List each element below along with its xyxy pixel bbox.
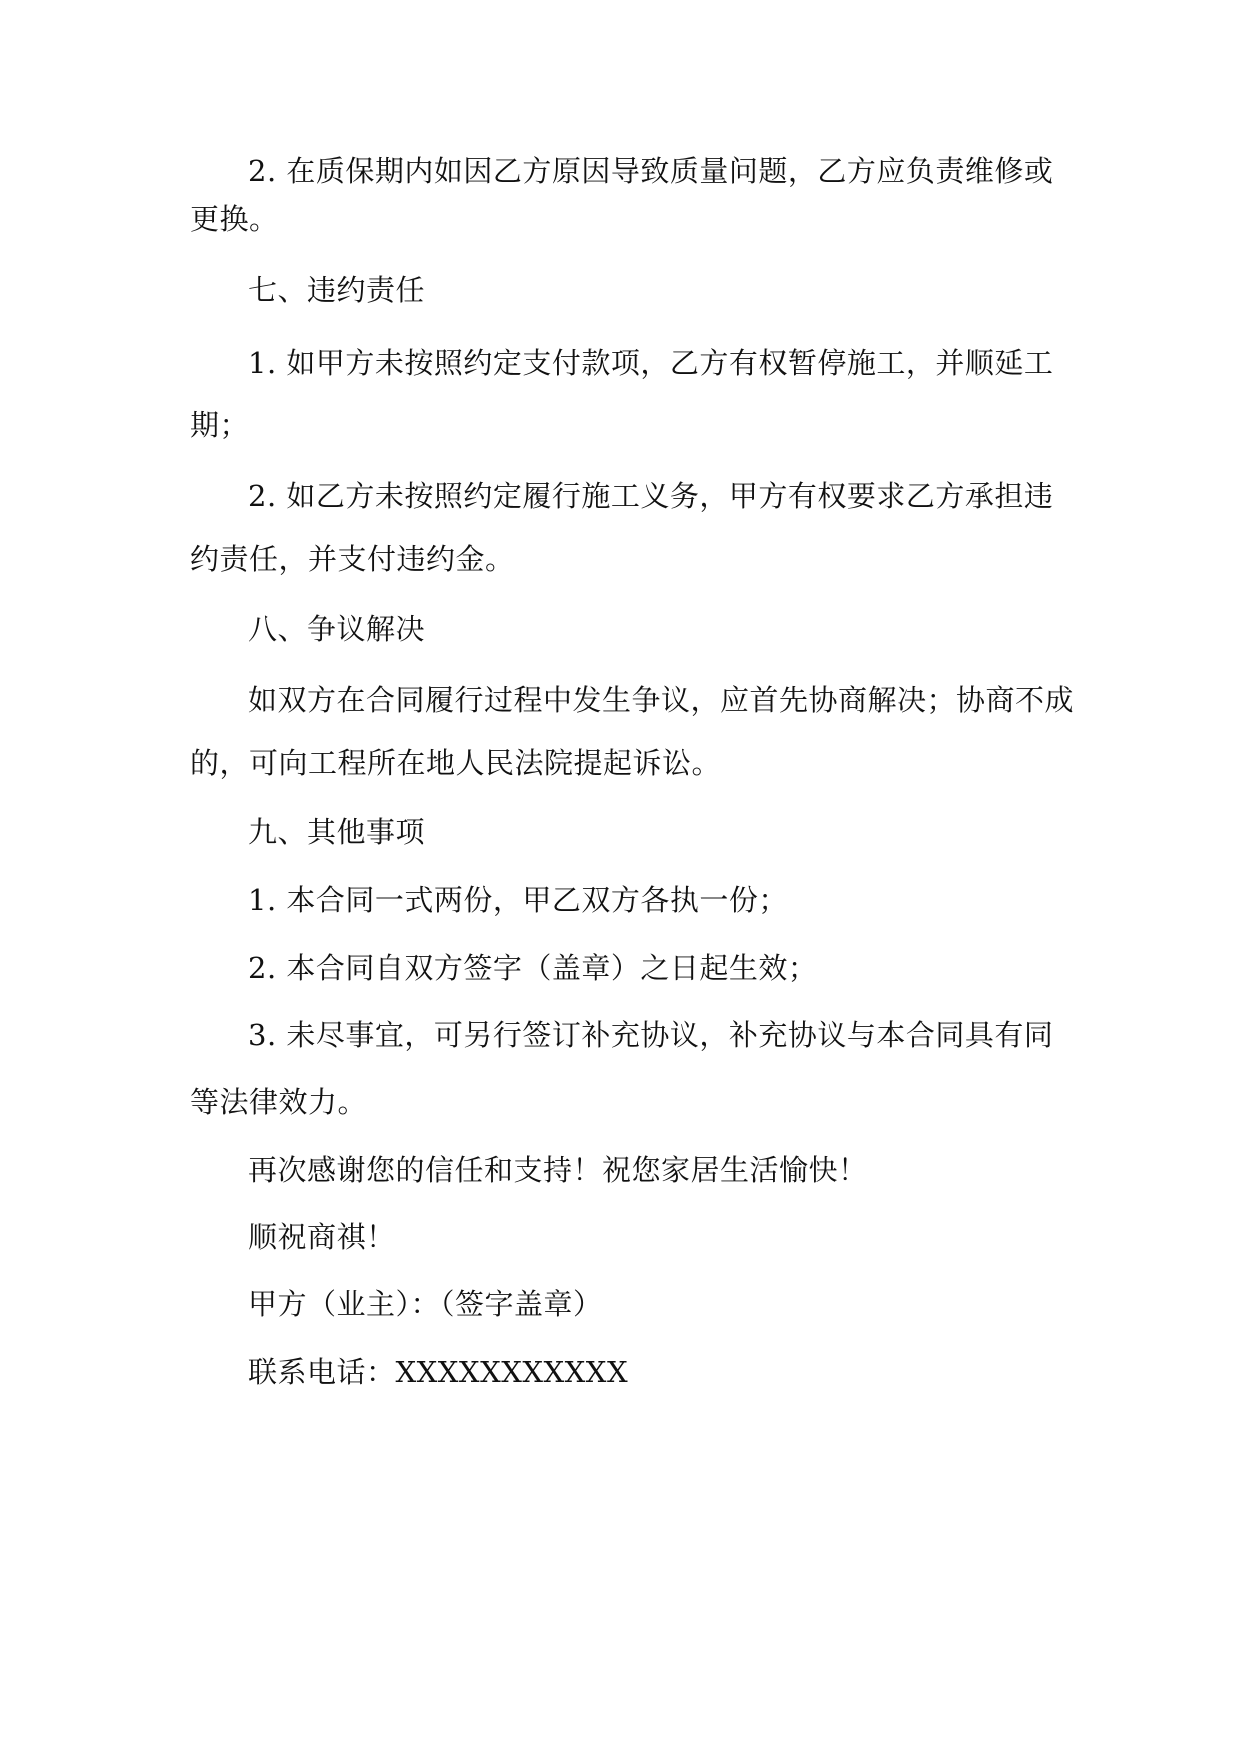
breach-clause-2-line-1: 2. 如乙方未按照约定履行施工义务，甲方有权要求乙方承担违 bbox=[248, 479, 1054, 513]
breach-clause-2-line-2: 约责任，并支付违约金。 bbox=[190, 542, 515, 576]
section-heading-dispute-resolution: 八、争议解决 bbox=[248, 612, 426, 646]
section-heading-other-matters: 九、其他事项 bbox=[248, 815, 426, 849]
dispute-clause-line-2: 的，可向工程所在地人民法院提起诉讼。 bbox=[190, 746, 722, 780]
breach-clause-1-line-2: 期； bbox=[190, 408, 250, 442]
other-clause-1: 1. 本合同一式两份，甲乙双方各执一份； bbox=[248, 883, 788, 917]
breach-clause-1-line-1: 1. 如甲方未按照约定支付款项，乙方有权暂停施工，并顺延工 bbox=[248, 346, 1054, 380]
other-clause-3-line-2: 等法律效力。 bbox=[190, 1085, 368, 1119]
warranty-clause-2-line-1: 2. 在质保期内如因乙方原因导致质量问题，乙方应负责维修或 bbox=[248, 154, 1054, 188]
party-a-signature-line: 甲方（业主）：（签字盖章） bbox=[248, 1287, 603, 1321]
closing-greeting: 顺祝商祺！ bbox=[248, 1220, 396, 1254]
contact-phone: 联系电话：XXXXXXXXXXX bbox=[248, 1355, 629, 1389]
other-clause-3-line-1: 3. 未尽事宜，可另行签订补充协议，补充协议与本合同具有同 bbox=[248, 1018, 1054, 1052]
other-clause-2: 2. 本合同自双方签字（盖章）之日起生效； bbox=[248, 951, 818, 985]
closing-thanks: 再次感谢您的信任和支持！祝您家居生活愉快！ bbox=[248, 1153, 868, 1187]
section-heading-breach-liability: 七、违约责任 bbox=[248, 273, 426, 307]
warranty-clause-2-line-2: 更换。 bbox=[190, 202, 279, 236]
dispute-clause-line-1: 如双方在合同履行过程中发生争议，应首先协商解决；协商不成 bbox=[248, 683, 1075, 717]
